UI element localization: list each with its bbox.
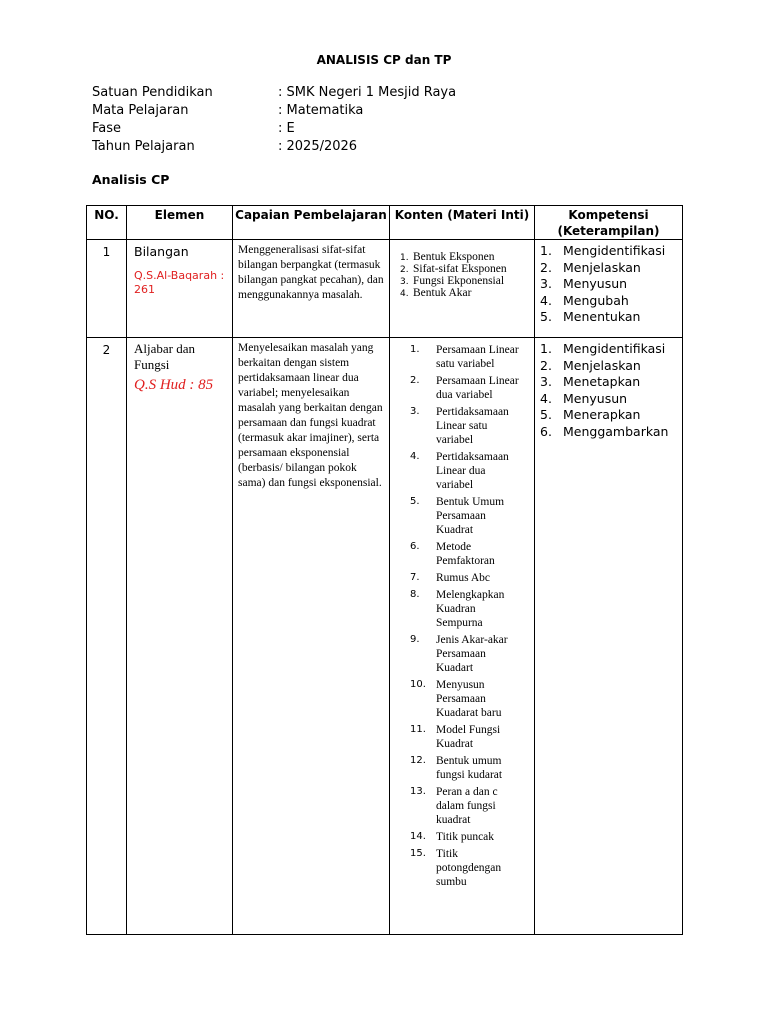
meta-value: : E <box>278 121 295 136</box>
quran-reference: Q.S.Al-Baqarah : 261 <box>134 269 225 296</box>
meta-row-fase <box>92 120 456 138</box>
list-item: 3. Fungsi Ekponensial <box>400 275 505 287</box>
list-item: 2. Persamaan Linear dua variabel <box>410 375 519 401</box>
list-item: 11. Model Fungsi Kuadrat <box>410 724 501 750</box>
meta-label: Tahun Pelajaran <box>92 139 195 154</box>
list-item: 4. Pertidaksamaan Linear dua variabel <box>410 451 509 491</box>
elemen-cell <box>127 338 233 935</box>
elemen-cell <box>127 240 233 338</box>
quran-reference: Q.S Hud : 85 <box>134 377 214 393</box>
kompetensi-cell <box>535 338 683 935</box>
list-item: 6. Metode Pemfaktoran <box>410 541 495 567</box>
meta-value: : SMK Negeri 1 Mesjid Raya <box>278 85 457 100</box>
kompetensi-list <box>540 341 678 440</box>
meta-label: Mata Pelajaran <box>92 103 189 118</box>
meta-row-tahun <box>92 138 456 156</box>
list-item: 3. Menetapkan <box>540 374 641 389</box>
meta-value: : 2025/2026 <box>278 139 358 154</box>
header-capaian: Capaian Pembelajaran <box>233 206 390 240</box>
kompetensi-list <box>540 243 678 326</box>
identity-block <box>92 84 456 156</box>
list-item: 1. Mengidentifikasi <box>540 243 666 258</box>
list-item: 3. Pertidaksamaan Linear satu variabel <box>410 406 509 446</box>
table-row <box>87 240 683 338</box>
list-item: 4. Mengubah <box>540 292 629 308</box>
list-item: 15. Titik potongdengan sumbu <box>410 848 502 888</box>
list-item: 2. Sifat-sifat Eksponen <box>400 263 507 275</box>
meta-row-satuan <box>92 84 456 102</box>
header-no: NO. <box>87 206 127 240</box>
meta-row-mapel <box>92 102 456 120</box>
konten-list <box>410 343 530 889</box>
list-item: 2. Menjelaskan <box>540 259 641 275</box>
list-item: 13. Peran a dan c dalam fungsi kuadrat <box>410 786 498 826</box>
row-number: 1 <box>87 240 127 338</box>
section-title: Analisis CP <box>92 172 170 187</box>
meta-value: : Matematika <box>278 103 364 118</box>
document-title: ANALISIS CP dan TP <box>316 53 452 67</box>
list-item: 2. Menjelaskan <box>540 357 641 373</box>
row-number: 2 <box>87 338 127 935</box>
list-item: 10. Menyusun Persamaan Kuadarat baru <box>410 679 502 719</box>
list-item: 1. Bentuk Eksponen <box>400 251 495 263</box>
list-item: 12. Bentuk umum fungsi kudarat <box>410 755 503 781</box>
konten-cell <box>390 240 535 338</box>
meta-label: Satuan Pendidikan <box>92 85 213 100</box>
header-elemen: Elemen <box>127 206 233 240</box>
list-item: 1. Persamaan Linear satu variabel <box>410 344 519 370</box>
list-item: 3. Menyusun <box>540 276 628 291</box>
list-item: 8. Melengkapkan Kuadran Sempurna <box>410 589 505 629</box>
konten-cell <box>390 338 535 935</box>
capaian-cell: Menyelesaikan masalah yang berkaitan dengan sistem pertidaksamaan linear dua variabel; menyelesaikan masalah yang berkaitan dengan persamaan dan fungsi kuadrat (termasuk akar imajiner), serta persamaan eksponensial (berbasis/ bilangan pokok sama) dan fungsi eksponensial. <box>233 338 390 935</box>
capaian-cell: Menggeneralisasi sifat-sifat bilangan berpangkat (termasuk bilangan pangkat pecahan), dan menggunakannya masalah. <box>233 240 390 338</box>
meta-label: Fase <box>92 121 122 136</box>
kompetensi-cell <box>535 240 683 338</box>
list-item: 5. Menentukan <box>540 309 641 324</box>
list-item: 4. Menyusun <box>540 390 628 406</box>
konten-list <box>400 252 530 300</box>
header-kompetensi: Kompetensi (Keterampilan) <box>535 206 683 240</box>
table-row <box>87 338 683 935</box>
header-konten: Konten (Materi Inti) <box>390 206 535 240</box>
table-header-row <box>87 206 683 240</box>
list-item: 5. Menerapkan <box>540 407 641 422</box>
analysis-table <box>86 205 683 935</box>
list-item: 7. Rumus Abc <box>410 572 490 584</box>
list-item: 4. Bentuk Akar <box>400 287 472 299</box>
elemen-name: Aljabar dan Fungsi <box>134 341 196 372</box>
list-item: 1. Mengidentifikasi <box>540 341 666 356</box>
elemen-name: Bilangan <box>134 244 189 259</box>
list-item: 6. Menggambarkan <box>540 423 669 439</box>
list-item: 9. Jenis Akar-akar Persamaan Kuadart <box>410 634 508 674</box>
list-item: 14. Titik puncak <box>410 831 495 843</box>
list-item: 5. Bentuk Umum Persamaan Kuadrat <box>410 496 505 536</box>
